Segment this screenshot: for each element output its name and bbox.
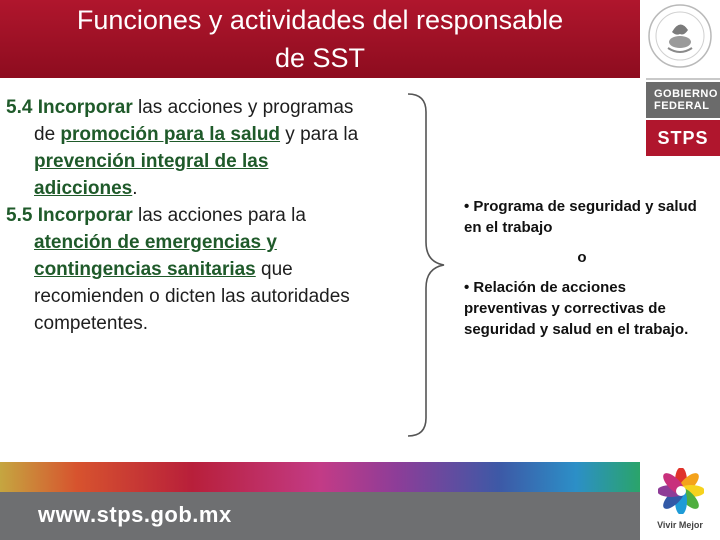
item-5-4-highlight2: prevención integral de las adicciones	[34, 151, 269, 199]
federal-label: FEDERAL	[654, 100, 710, 112]
logo-divider	[646, 78, 720, 80]
option-relacion: • Relación de acciones preventivas y correctivas de seguridad y salud en el trabajo.	[464, 279, 689, 338]
gobierno-label: GOBIERNO	[654, 88, 718, 100]
right-text-block	[464, 196, 700, 340]
stps-logo: STPS	[646, 120, 720, 156]
item-5-4	[6, 94, 368, 202]
option-programa: • Programa de seguridad y salud en el trabajo	[464, 198, 697, 236]
mexico-coat-of-arms-icon	[646, 2, 714, 70]
footer-bar	[0, 492, 640, 540]
left-text-block	[6, 94, 368, 337]
curly-brace-icon	[400, 92, 446, 438]
item-5-5-number: 5.5 Incorporar	[6, 205, 133, 226]
vivir-mejor-logo	[640, 462, 720, 540]
slide-title-line1: Funciones y actividades del responsable	[76, 5, 564, 35]
slide-title-line2: de SST	[274, 43, 366, 73]
item-5-4-number: 5.4 Incorporar	[6, 97, 133, 118]
item-5-4-text2: y para la	[280, 124, 359, 145]
item-5-5	[6, 202, 368, 337]
vivir-mejor-label: Vivir Mejor	[657, 520, 703, 530]
decorative-color-strip	[0, 462, 640, 492]
gobierno-federal-logo	[646, 82, 720, 118]
item-5-5-text1: las acciones para la	[132, 205, 306, 226]
item-5-4-text1: las acciones y programas de	[34, 97, 354, 145]
item-5-4-text3: .	[132, 178, 138, 199]
slide-title-banner	[0, 0, 640, 78]
option-separator: o	[577, 249, 587, 266]
footer-url: www.stps.gob.mx	[38, 502, 232, 527]
item-5-5-text2: que recomienden o dicten las autoridades competentes.	[34, 259, 350, 334]
vivir-mejor-flower-icon	[658, 468, 704, 514]
item-5-5-highlight1: atención de emergencias y contingencias sanitarias	[34, 232, 277, 280]
item-5-4-highlight1: promoción para la salud	[60, 124, 281, 145]
